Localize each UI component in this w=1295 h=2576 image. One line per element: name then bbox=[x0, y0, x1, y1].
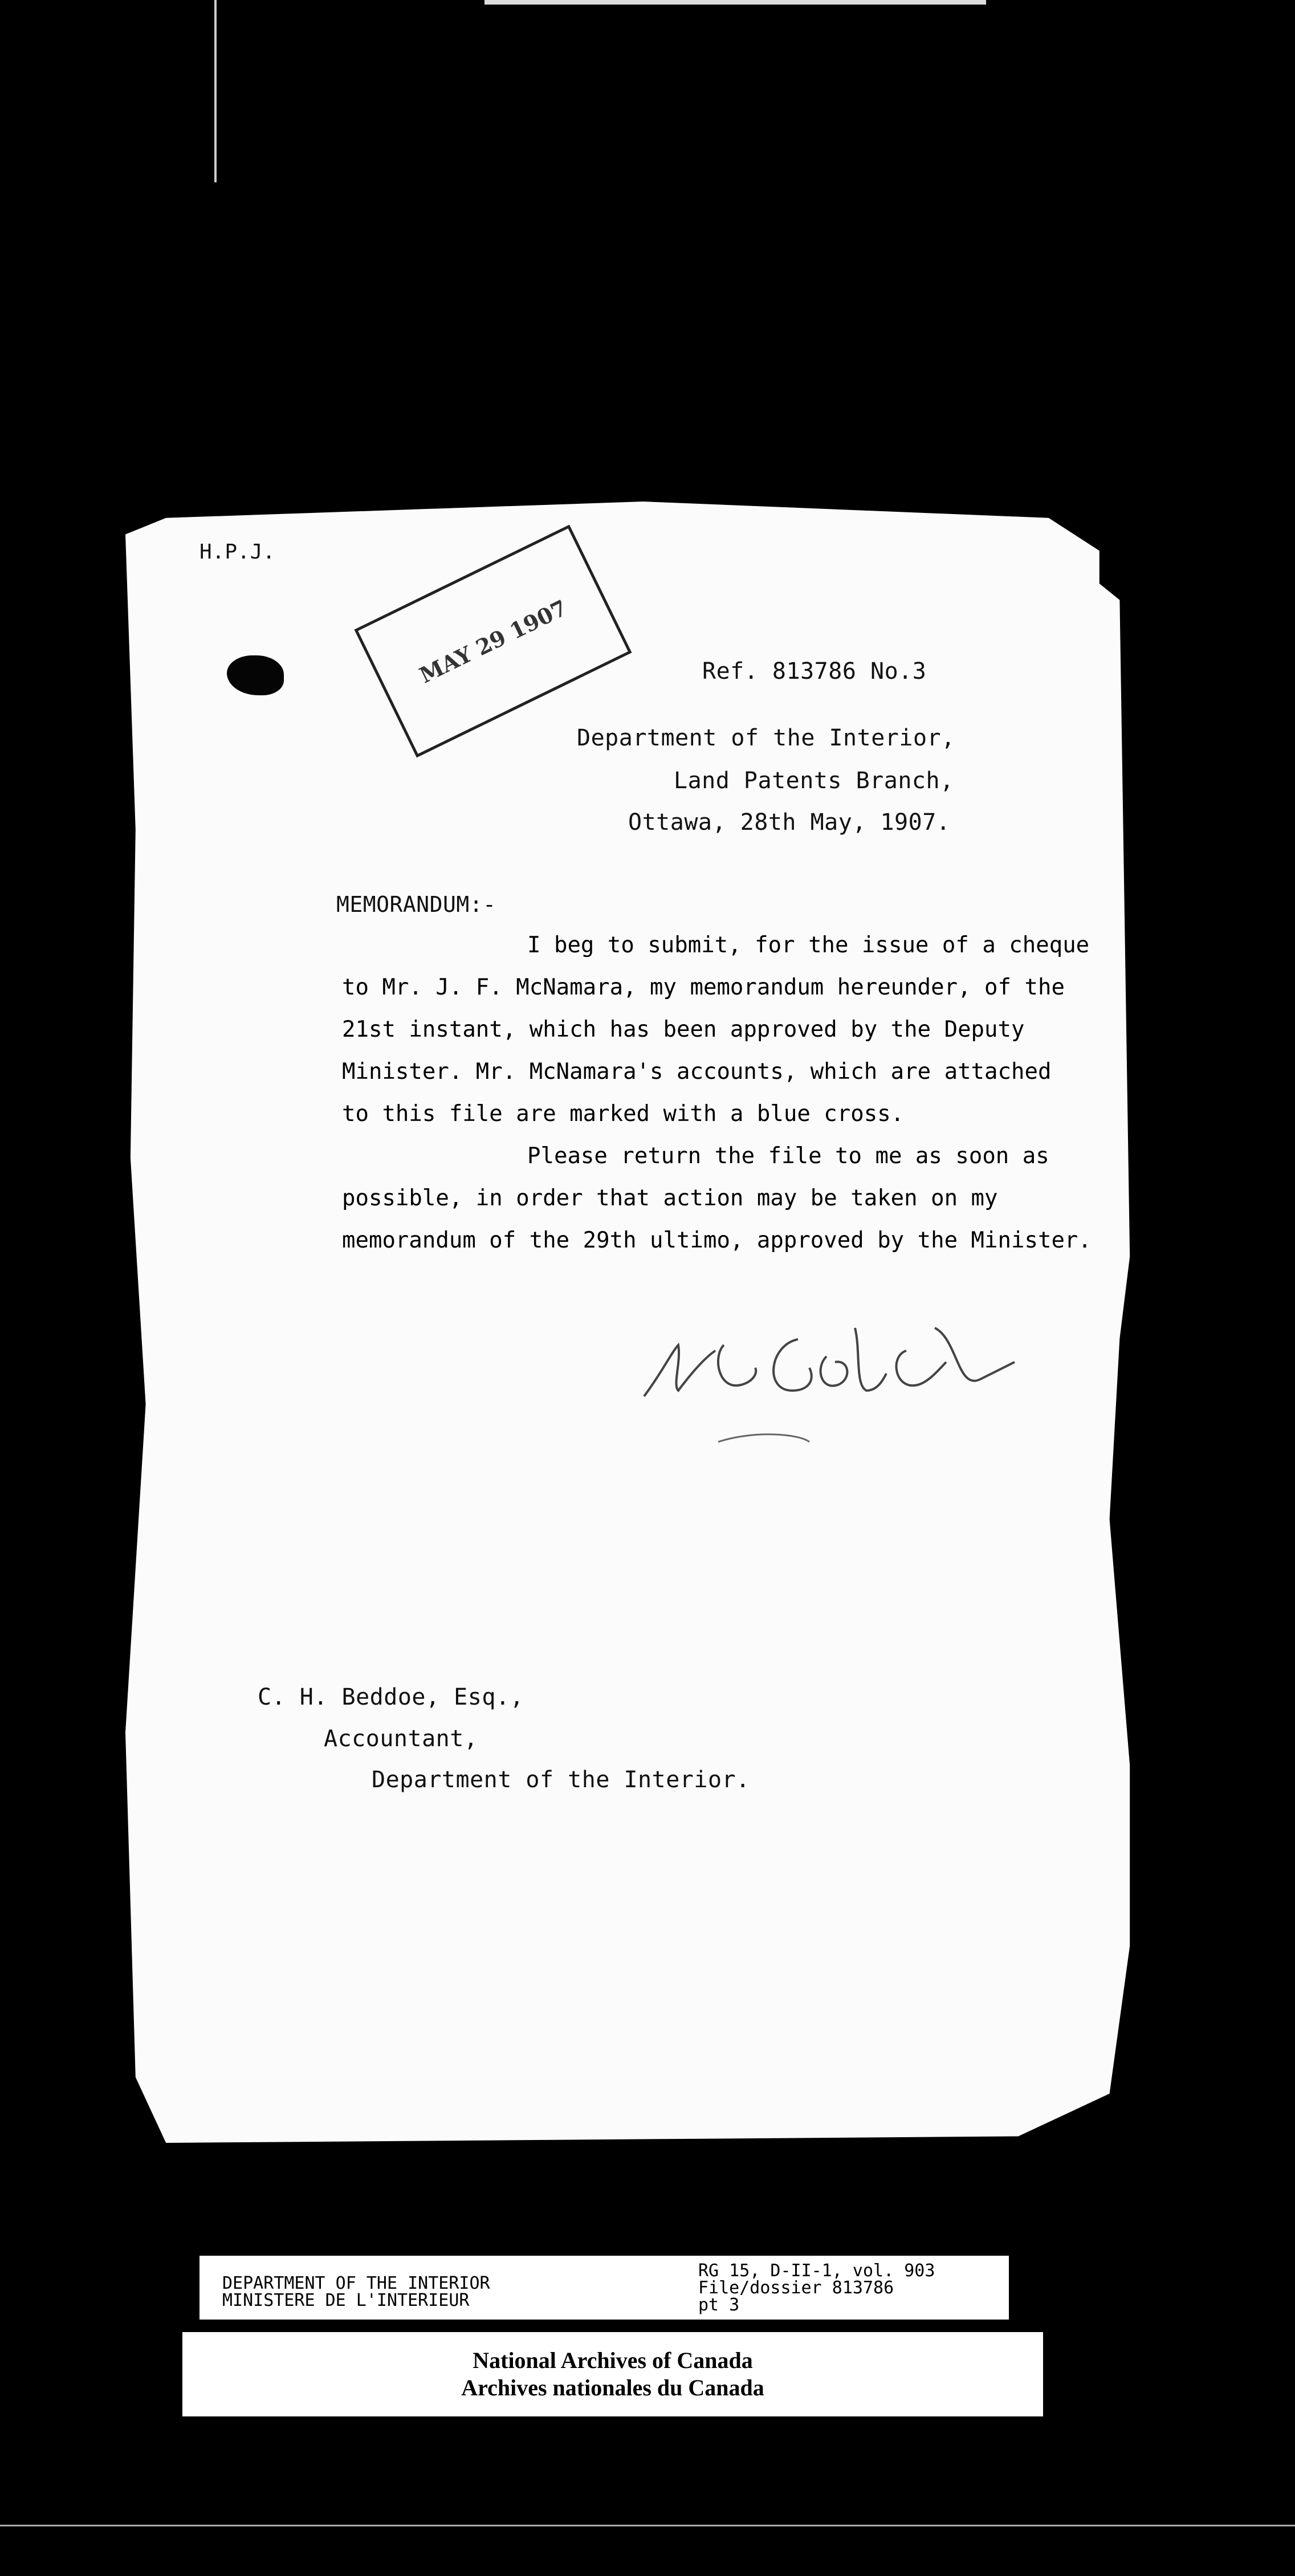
body-line-6: Please return the file to me as soon as bbox=[527, 1143, 1049, 1169]
address-line-2: Land Patents Branch, bbox=[674, 768, 954, 794]
address-line-1: Department of the Interior, bbox=[577, 725, 955, 751]
reference-number: Ref. 813786 No.3 bbox=[702, 658, 927, 684]
archives-name-en: National Archives of Canada bbox=[473, 2347, 753, 2373]
scan-artifact-line bbox=[214, 0, 217, 182]
body-line-8: memorandum of the 29th ultimo, approved by the Minister. bbox=[342, 1228, 1092, 1253]
initials: H.P.J. bbox=[199, 540, 276, 564]
recipient-line-1: C. H. Beddoe, Esq., bbox=[258, 1684, 524, 1710]
dept-name-fr: MINISTERE DE L'INTERIEUR bbox=[222, 2290, 470, 2310]
body-line-7: possible, in order that action may be taken on my bbox=[342, 1185, 998, 1211]
address-line-3: Ottawa, 28th May, 1907. bbox=[628, 809, 951, 835]
archive-ref-line-3: pt 3 bbox=[698, 2295, 740, 2315]
archive-ref-line-2: File/dossier 813786 bbox=[698, 2278, 894, 2298]
body-line-5: to this file are marked with a blue cross. bbox=[342, 1101, 905, 1127]
national-archives-label bbox=[182, 2332, 1043, 2416]
stamp-date: MAY 29 1907 bbox=[415, 594, 571, 688]
archives-name-fr: Archives nationales du Canada bbox=[461, 2375, 764, 2400]
handwritten-signature bbox=[638, 1305, 1049, 1465]
scan-bottom-line bbox=[0, 2525, 1295, 2526]
recipient-line-3: Department of the Interior. bbox=[372, 1767, 750, 1793]
body-line-2: to Mr. J. F. McNamara, my memorandum hereunder, of the bbox=[342, 975, 1065, 1000]
top-edge-strip bbox=[484, 0, 986, 5]
body-line-1: I beg to submit, for the issue of a cheque bbox=[527, 932, 1090, 958]
dept-name-en: DEPARTMENT OF THE INTERIOR bbox=[222, 2273, 490, 2293]
archive-reference-label bbox=[199, 2256, 1009, 2320]
memo-heading: MEMORANDUM:- bbox=[336, 892, 496, 917]
body-line-3: 21st instant, which has been approved by the Deputy bbox=[342, 1017, 1025, 1042]
body-line-4: Minister. Mr. McNamara's accounts, which are attached bbox=[342, 1059, 1052, 1085]
recipient-line-2: Accountant, bbox=[324, 1726, 478, 1752]
archive-ref-line-1: RG 15, D-II-1, vol. 903 bbox=[698, 2261, 935, 2281]
